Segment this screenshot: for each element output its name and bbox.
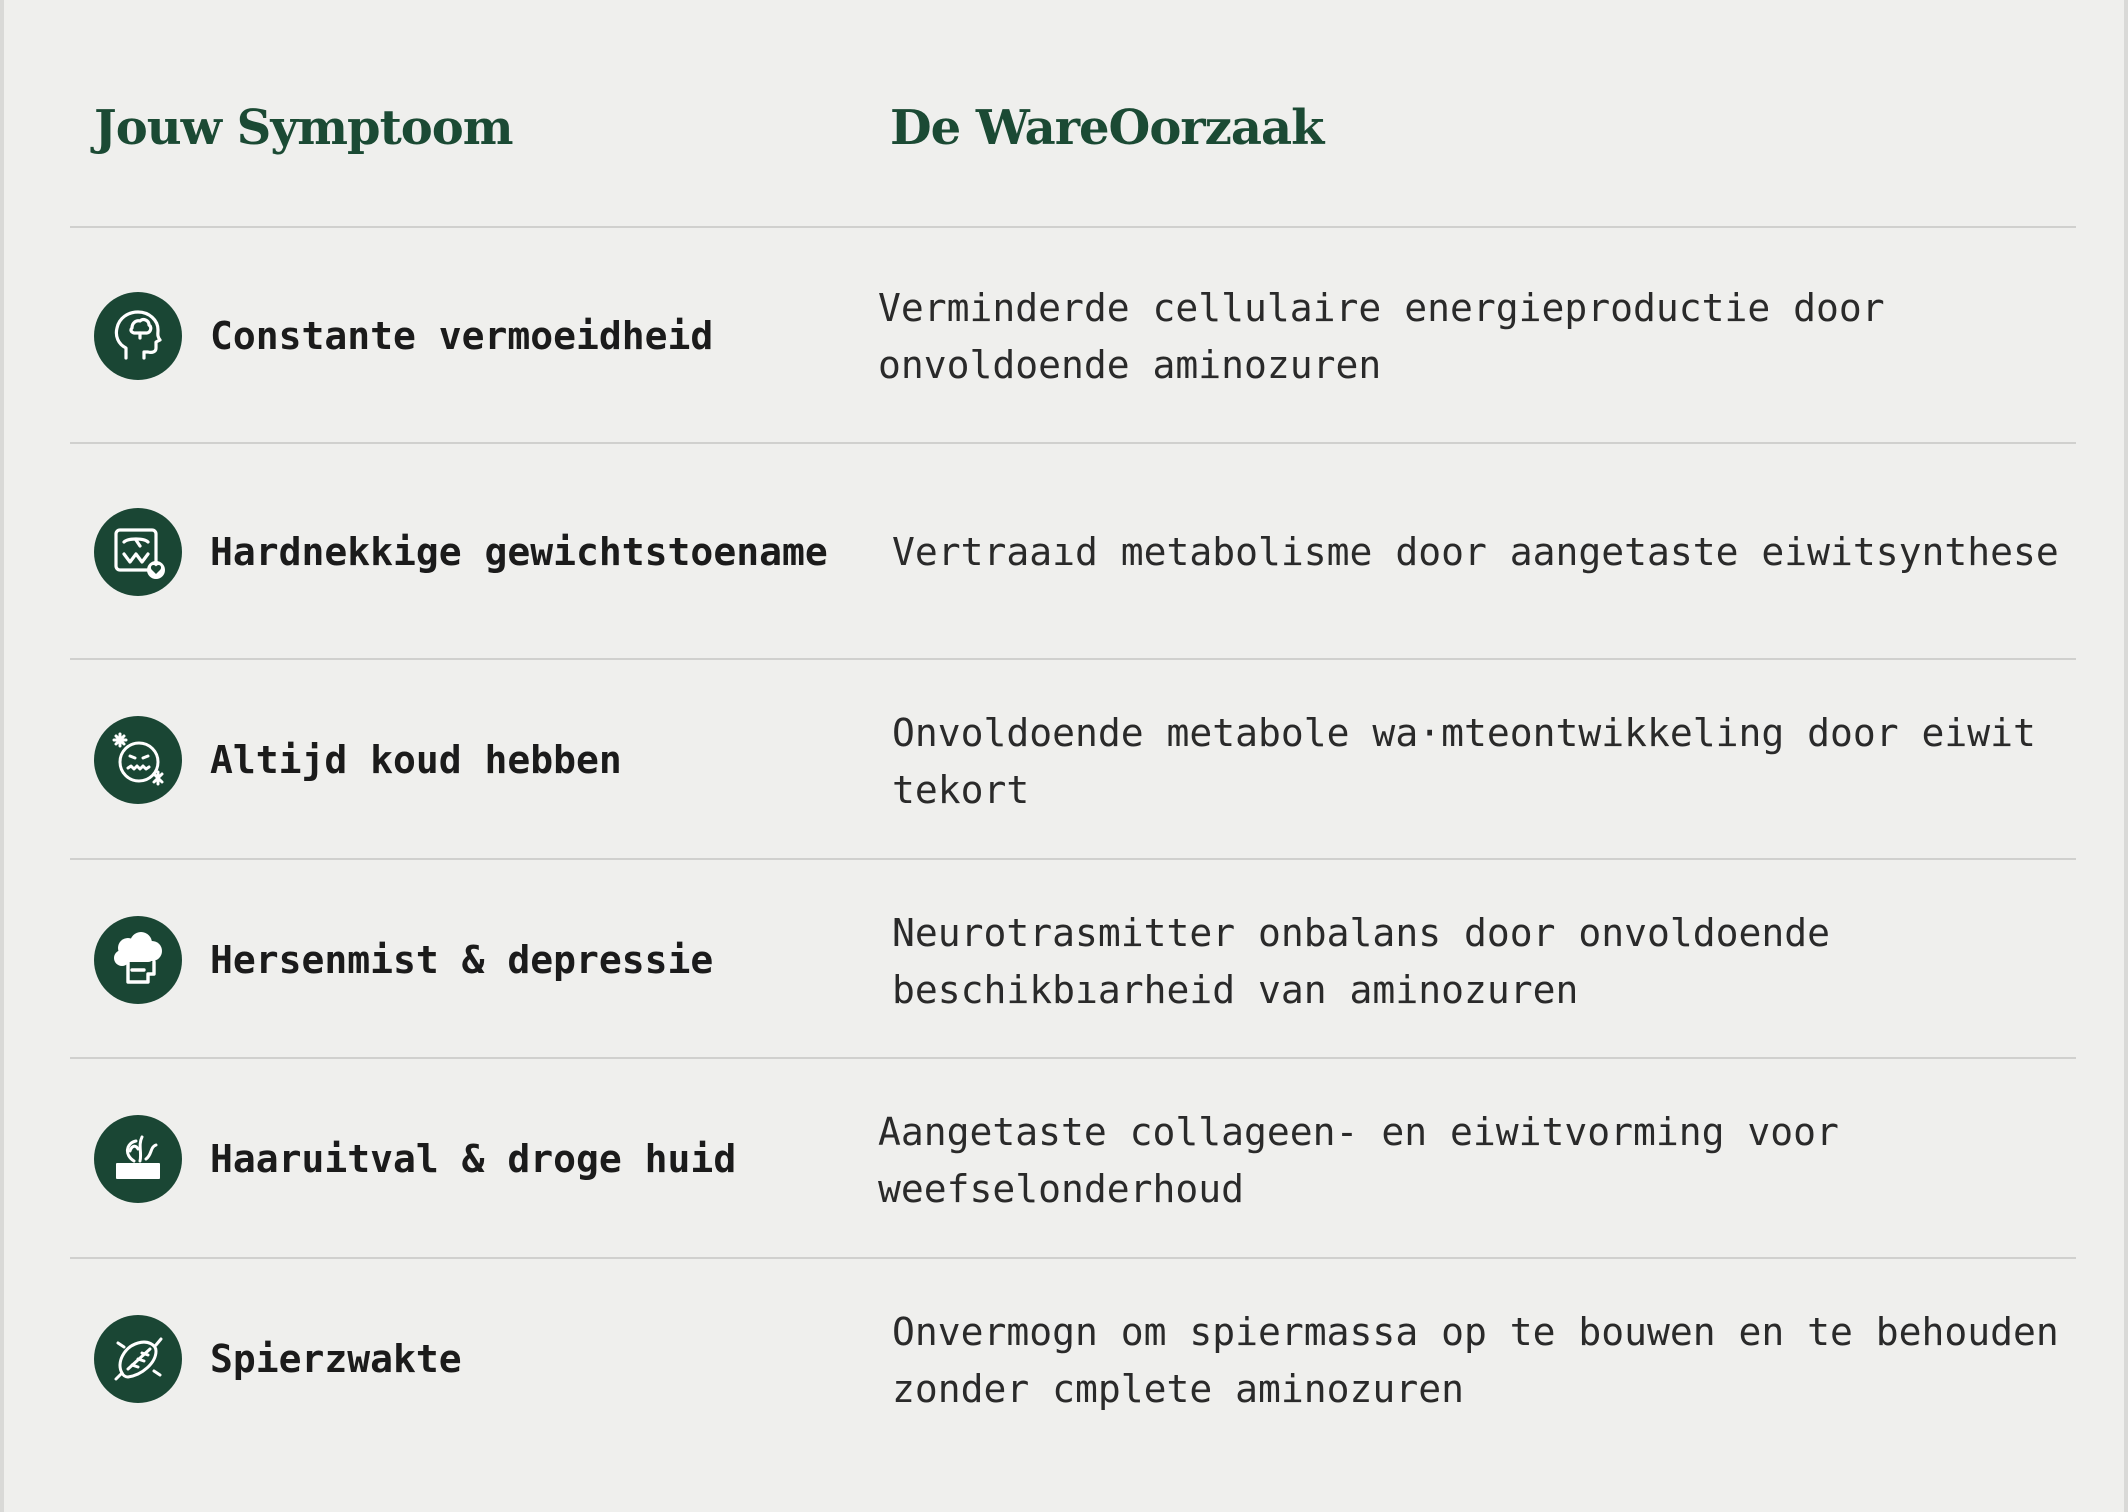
cause-line: Onvoldoende metabole wa·mteontwikkeling door eiwit	[892, 711, 2036, 755]
cause-line: tekort	[892, 768, 1030, 812]
cause-line: beschikbıarheid van aminozuren	[892, 968, 1579, 1012]
symptom-label: Altijd koud hebben	[210, 738, 622, 782]
divider	[70, 442, 2076, 444]
divider	[70, 658, 2076, 660]
brain-fog-icon	[94, 916, 182, 1004]
symptom-label: Hardnekkige gewichtstoename	[210, 530, 828, 574]
cause-line: onvoldoende aminozuren	[878, 343, 1382, 387]
symptom-label: Constante vermoeidheid	[210, 314, 714, 358]
cause-line: Vertraaıd metabolisme door aangetaste eiwitsynthese	[892, 530, 2059, 574]
divider	[70, 226, 2076, 228]
cause-line: weefselonderhoud	[878, 1167, 1245, 1211]
symptom-label: Haaruitval & droge huid	[210, 1137, 737, 1181]
symptom-label: Hersenmist & depressie	[210, 938, 714, 982]
cause-line: Verminderde cellulaire energieproductie door	[878, 286, 1885, 330]
divider	[70, 858, 2076, 860]
divider	[70, 1057, 2076, 1059]
comparison-page	[4, 0, 2124, 1512]
table-header	[4, 100, 2124, 180]
cause-line: Neurotrasmitter onbalans door onvoldoende	[892, 911, 1830, 955]
cause-line: zonder cmplete aminozuren	[892, 1367, 1464, 1411]
muscle-icon	[94, 1315, 182, 1403]
scale-heart-icon	[94, 508, 182, 596]
head-brain-icon	[94, 292, 182, 380]
divider	[70, 1257, 2076, 1259]
cause-column-title: De WareOorzaak	[890, 100, 1324, 156]
cause-line: Onvermogn om spiermassa op te bouwen en te behouden	[892, 1310, 2059, 1354]
hair-skin-icon	[94, 1115, 182, 1203]
symptom-column-title: Jouw Symptoom	[94, 100, 513, 156]
cold-face-icon	[94, 716, 182, 804]
symptom-label: Spierzwakte	[210, 1337, 462, 1381]
cause-line: Aangetaste collageen- en eiwitvorming voor	[878, 1110, 1839, 1154]
